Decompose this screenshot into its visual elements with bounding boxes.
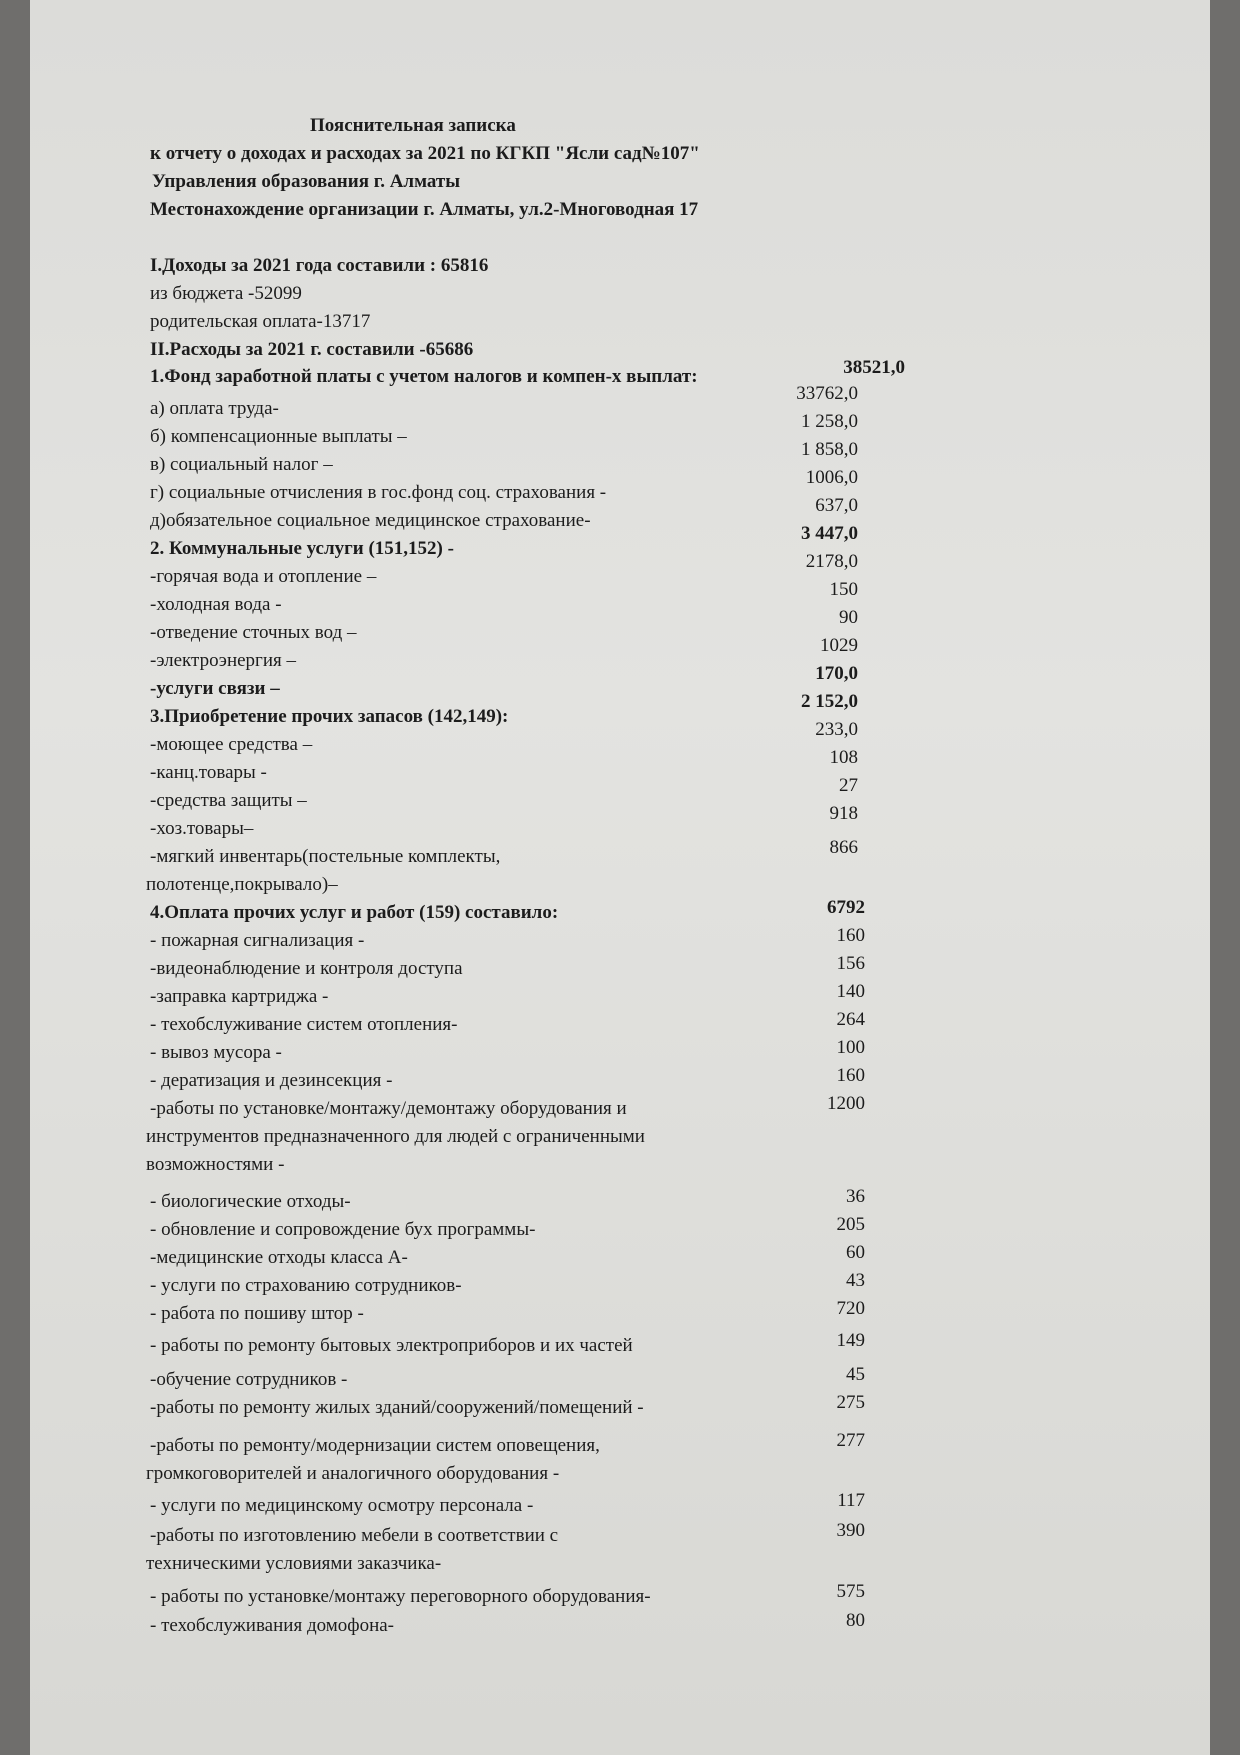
list-item-label: - пожарная сигнализация - — [150, 930, 365, 951]
list-item-label: -канц.товары - — [150, 762, 267, 783]
list-item-value: 140 — [836, 981, 865, 1002]
list-item-value: 149 — [836, 1330, 865, 1351]
doc-department: Управления образования г. Алматы — [152, 171, 461, 192]
list-item-value: 108 — [829, 747, 858, 768]
list-item-value: 100 — [836, 1037, 865, 1058]
list-item-value: 918 — [829, 803, 858, 824]
list-item-label: - техобслуживания домофона- — [150, 1615, 395, 1636]
section-1-title: 1.Фонд заработной платы с учетом налогов и компен-х выплат: — [150, 366, 698, 387]
list-item-label: -работы по изготовлению мебели в соответствии с — [150, 1525, 559, 1546]
list-item-label: -отведение сточных вод – — [150, 622, 357, 643]
list-item-label: - работа по пошиву штор - — [150, 1303, 364, 1324]
list-item-label: - дератизация и дезинсекция - — [150, 1070, 393, 1091]
list-item-label: - услуги по страхованию сотрудников- — [150, 1275, 462, 1296]
list-item-label: -мягкий инвентарь(постельные комплекты, — [150, 846, 501, 867]
list-item-value: 36 — [846, 1186, 865, 1207]
list-item-value: 1 858,0 — [801, 439, 858, 460]
list-item-value: 233,0 — [815, 719, 858, 740]
list-item-label-cont: техническими условиями заказчика- — [146, 1553, 442, 1574]
list-item-value: 170,0 — [815, 663, 858, 684]
list-item-label: - биологические отходы- — [150, 1191, 351, 1212]
list-item-value: 1 258,0 — [801, 411, 858, 432]
list-item-value: 1006,0 — [805, 467, 858, 488]
list-item-label-cont: полотенце,покрывало)– — [146, 874, 338, 895]
doc-subtitle: к отчету о доходах и расходах за 2021 по КГКП "Ясли сад№107" — [150, 143, 700, 164]
list-item-label: -горячая вода и отопление – — [150, 566, 377, 587]
list-item-label: - услуги по медицинскому осмотру персонала - — [150, 1495, 534, 1516]
list-item-value: 80 — [846, 1610, 865, 1631]
list-item-value: 637,0 — [815, 495, 858, 516]
list-item-label: д)обязательное социальное медицинское страхование- — [150, 510, 591, 531]
list-item-value: 43 — [846, 1270, 865, 1291]
expenses-heading: II.Расходы за 2021 г. составили -65686 — [150, 339, 474, 360]
list-item-label: б) компенсационные выплаты – — [150, 426, 407, 447]
list-item-value: 160 — [836, 925, 865, 946]
list-item-value: 390 — [836, 1520, 865, 1541]
list-item-label: -электроэнергия – — [150, 650, 297, 671]
list-item-label: - работы по установке/монтажу переговорного оборудования- — [150, 1586, 651, 1607]
list-item-value: 45 — [846, 1364, 865, 1385]
section-4-total: 6792 — [827, 897, 865, 918]
doc-title: Пояснительная записка — [310, 115, 516, 136]
list-item-label: а) оплата труда- — [150, 398, 279, 419]
list-item-value: 1029 — [820, 635, 858, 656]
list-item-value: 264 — [836, 1009, 865, 1030]
list-item-value: 575 — [836, 1581, 865, 1602]
doc-location: Местонахождение организации г. Алматы, ул.2-Многоводная 17 — [150, 199, 699, 220]
list-item-value: 2178,0 — [805, 551, 858, 572]
list-item-label: в) социальный налог – — [150, 454, 333, 475]
list-item-value: 1200 — [827, 1093, 865, 1114]
list-item-label: -моющее средства – — [150, 734, 313, 755]
list-item-label-cont: громкоговорителей и аналогичного оборудования - — [146, 1463, 560, 1484]
list-item-label: -средства защиты – — [150, 790, 307, 811]
list-item-value: 33762,0 — [796, 383, 858, 404]
income-heading: I.Доходы за 2021 года составили : 65816 — [150, 255, 489, 276]
section-1-total: 38521,0 — [843, 357, 905, 378]
list-item-label: -услуги связи – — [150, 678, 280, 699]
list-item-value: 150 — [829, 579, 858, 600]
list-item-value: 277 — [836, 1430, 865, 1451]
section-4-title: 4.Оплата прочих услуг и работ (159) составило: — [150, 902, 559, 923]
list-item-value: 60 — [846, 1242, 865, 1263]
list-item-label: - работы по ремонту бытовых электроприборов и их частей — [150, 1335, 633, 1356]
list-item-label-cont: возможностями - — [146, 1154, 285, 1175]
section-2-title: 2. Коммунальные услуги (151,152) - — [150, 538, 454, 559]
list-item-label: -видеонаблюдение и контроля доступа — [150, 958, 463, 979]
section-3-total: 2 152,0 — [801, 691, 858, 712]
list-item-label: -обучение сотрудников - — [150, 1369, 348, 1390]
list-item-value: 866 — [829, 837, 858, 858]
list-item-value: 117 — [837, 1490, 865, 1511]
income-parental: родительская оплата-13717 — [150, 311, 371, 332]
list-item-label: -хоз.товары– — [150, 818, 254, 839]
list-item-value: 160 — [836, 1065, 865, 1086]
list-item-label: -заправка картриджа - — [150, 986, 329, 1007]
section-3-title: 3.Приобретение прочих запасов (142,149): — [150, 706, 509, 727]
list-item-label: -работы по установке/монтажу/демонтажу оборудования и — [150, 1098, 627, 1119]
list-item-value: 156 — [836, 953, 865, 974]
list-item-label: -медицинские отходы класса А- — [150, 1247, 408, 1268]
list-item-label-cont: инструментов предназначенного для людей с ограниченными — [146, 1126, 645, 1147]
income-budget: из бюджета -52099 — [150, 283, 302, 304]
list-item-label: г) социальные отчисления в гос.фонд соц. страхования - — [150, 482, 607, 503]
section-2-total: 3 447,0 — [801, 523, 858, 544]
list-item-value: 205 — [836, 1214, 865, 1235]
list-item-value: 275 — [836, 1392, 865, 1413]
list-item-label: - вывоз мусора - — [150, 1042, 282, 1063]
list-item-value: 27 — [839, 775, 858, 796]
list-item-value: 720 — [836, 1298, 865, 1319]
list-item-label: - обновление и сопровождение бух программы- — [150, 1219, 536, 1240]
list-item-label: -работы по ремонту/модернизации систем оповещения, — [150, 1435, 600, 1456]
list-item-label: - техобслуживание систем отопления- — [150, 1014, 458, 1035]
list-item-label: -холодная вода - — [150, 594, 282, 615]
list-item-value: 90 — [839, 607, 858, 628]
list-item-label: -работы по ремонту жилых зданий/сооружений/помещений - — [150, 1397, 644, 1418]
